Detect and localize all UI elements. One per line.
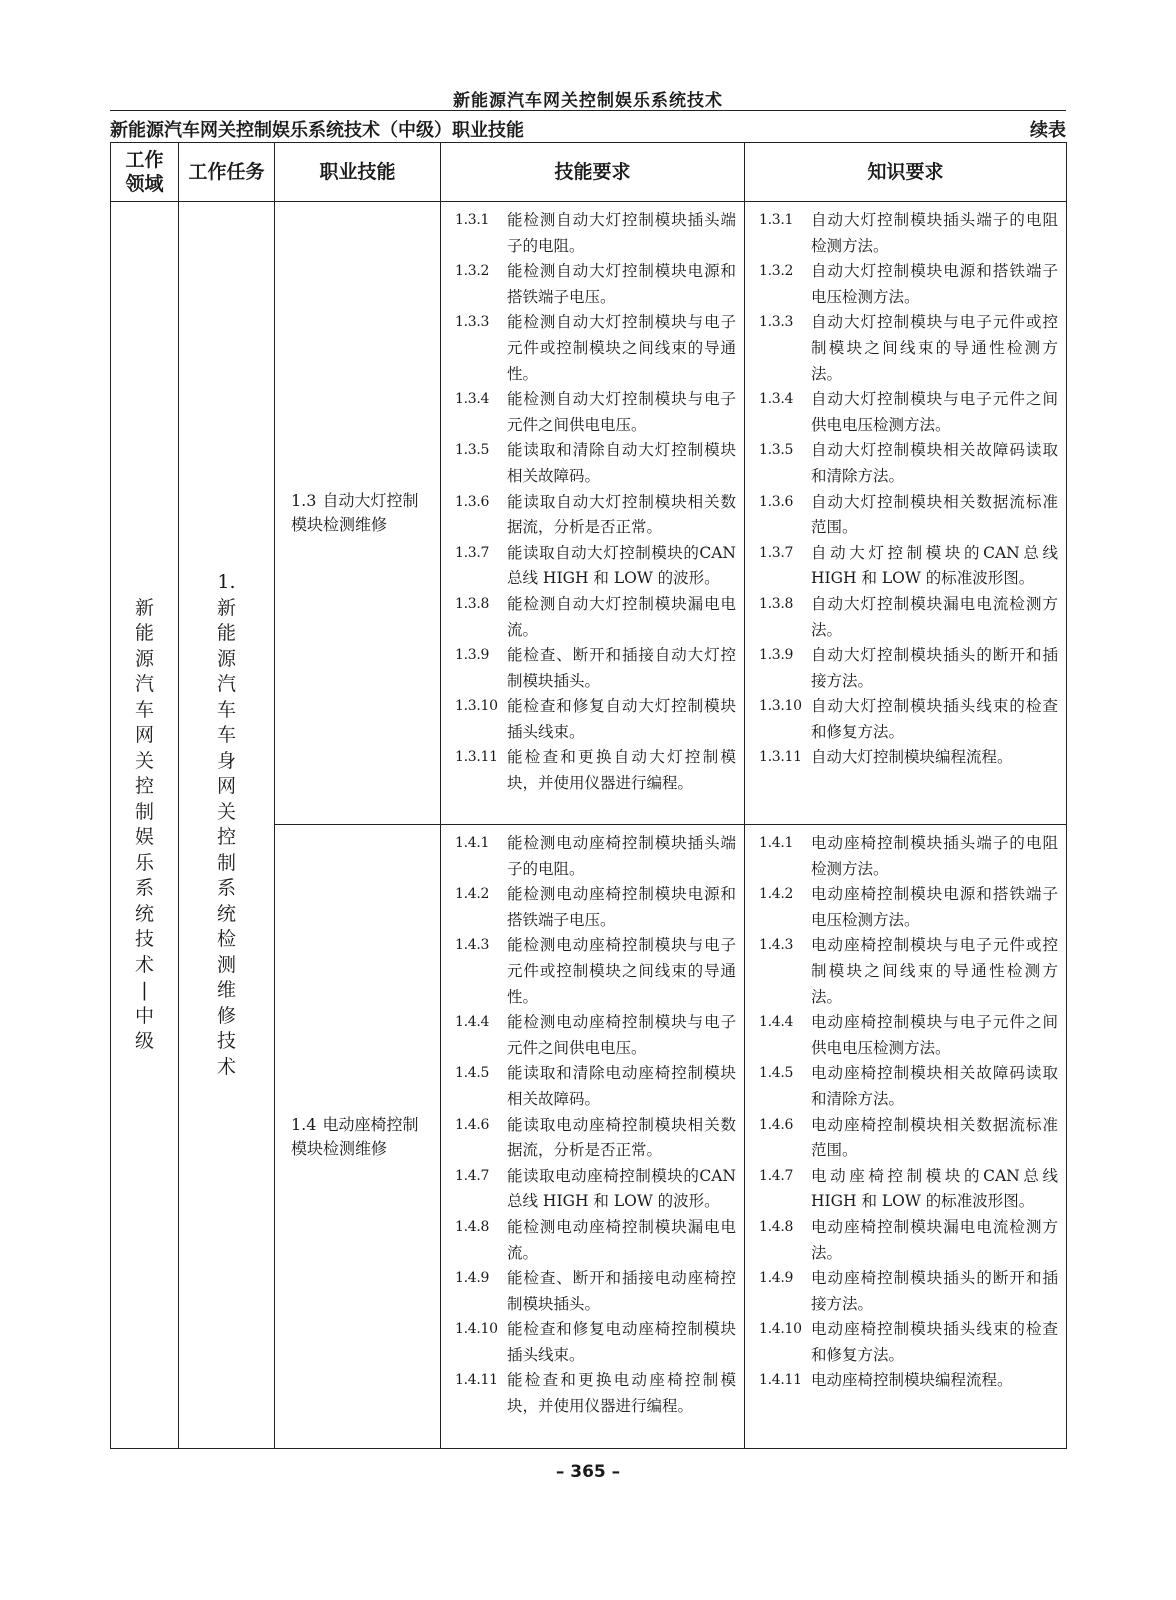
item-number: 1.4.3 — [455, 937, 490, 954]
skill-requirement-item — [455, 541, 736, 592]
skill-requirement-item — [455, 310, 736, 387]
vertical-char: 技 — [134, 928, 154, 950]
knowledge-requirement-item — [759, 1317, 1058, 1368]
vertical-char: 新 — [216, 596, 236, 619]
item-number: 1.3.10 — [455, 698, 498, 715]
item-number: 1.3.1 — [455, 212, 490, 228]
vertical-char: 制 — [134, 800, 154, 823]
skill-requirement-item — [455, 208, 736, 259]
item-number: 1.4.9 — [759, 1270, 794, 1287]
knowledge-requirement-item — [759, 882, 1058, 933]
vertical-char: 技 — [216, 1030, 236, 1052]
continued-label: 续表 — [1030, 120, 1066, 141]
skill-requirement-item — [455, 933, 736, 1010]
item-text: 能检测电动座椅控制模块电源和搭铁端子电压。 — [507, 885, 736, 929]
knowledge-requirement-item — [759, 933, 1058, 1010]
skill-requirement-item — [455, 438, 736, 489]
item-text: 能检查和更换自动大灯控制模块，并使用仪器进行编程。 — [507, 748, 736, 793]
item-number: 1.3.6 — [759, 493, 794, 510]
item-text: 能检测自动大灯控制模块与电子元件或控制模块之间线束的导通性。 — [507, 313, 736, 383]
item-number: 1.3.7 — [759, 544, 794, 561]
item-text: 能检测电动座椅控制模块与电子元件之间供电电压。 — [507, 1013, 736, 1057]
item-text: 电动座椅控制模块的CAN总线 HIGH 和 LOW 的标准波形图。 — [811, 1166, 1058, 1211]
item-text: 能读取自动大灯控制模块的CAN 总线 HIGH 和 LOW 的波形。 — [507, 543, 736, 588]
item-number: 1.4.7 — [455, 1167, 490, 1184]
vertical-char: 新 — [134, 596, 154, 619]
skill-requirement-item — [455, 1164, 736, 1215]
column-header-knowledge-requirements: 知识要求 — [745, 143, 1067, 202]
item-text: 能检查和修复电动座椅控制模块插头线束。 — [507, 1320, 736, 1364]
vertical-char: 网 — [216, 775, 236, 797]
knowledge-requirement-item — [759, 541, 1058, 592]
item-text: 能检测自动大灯控制模块与电子元件之间供电电压。 — [507, 390, 736, 434]
work-domain-cell — [111, 202, 179, 1449]
item-number: 1.4.3 — [759, 937, 794, 954]
item-text: 能检查、断开和插接电动座椅控制模块插头。 — [507, 1269, 736, 1313]
item-number: 1.4.7 — [759, 1167, 794, 1184]
vertical-char: 级 — [134, 1030, 154, 1052]
skill-number: 1.4 — [291, 1114, 317, 1134]
vertical-char: 控 — [134, 775, 154, 797]
item-text: 能检测电动座椅控制模块插头端子的电阻。 — [507, 834, 736, 878]
item-number: 1.4.2 — [759, 886, 794, 903]
item-text: 自动大灯控制模块相关数据流标准范围。 — [811, 492, 1058, 537]
vertical-char: 统 — [134, 902, 154, 925]
item-text: 能读取电动座椅控制模块相关数据流，分析是否正常。 — [507, 1115, 736, 1160]
item-text: 自动大灯控制模块相关故障码读取和清除方法。 — [811, 441, 1058, 485]
skill-requirement-item — [455, 643, 736, 694]
skill-requirement-item — [455, 882, 736, 933]
skills-table — [110, 142, 1067, 1449]
item-number: 1.4.10 — [455, 1321, 498, 1338]
knowledge-requirement-item — [759, 310, 1058, 387]
vertical-char: 网 — [134, 724, 154, 746]
item-number: 1.3.2 — [759, 263, 794, 280]
skill-requirement-item — [455, 694, 736, 745]
skill-requirement-item — [455, 1061, 736, 1112]
skill-name: 电动座椅控制模块检测维修 — [291, 1114, 419, 1158]
item-number: 1.3.2 — [455, 263, 490, 280]
work-task-cell — [179, 202, 275, 1449]
item-number: 1.4.1 — [759, 835, 794, 851]
item-text: 自动大灯控制模块电源和搭铁端子电压检测方法。 — [811, 262, 1058, 306]
item-number: 1.3.11 — [759, 749, 802, 766]
item-text: 能检查、断开和插接自动大灯控制模块插头。 — [507, 646, 736, 690]
column-header-skill-requirements: 技能要求 — [441, 143, 745, 202]
knowledge-requirement-item — [759, 1266, 1058, 1317]
vertical-char: 统 — [216, 902, 236, 925]
vertical-char: 术 — [134, 953, 154, 976]
vertical-char: 制 — [216, 851, 236, 874]
item-text: 能检测自动大灯控制模块漏电电流。 — [507, 594, 736, 639]
item-number: 1.4.6 — [759, 1116, 794, 1133]
skill-requirement-item — [455, 1010, 736, 1061]
vertical-char: 汽 — [216, 673, 236, 695]
knowledge-requirement-item — [759, 592, 1058, 643]
knowledge-requirement-item — [759, 1164, 1058, 1215]
vertical-char: 系 — [216, 877, 236, 899]
item-number: 1.3.5 — [759, 442, 794, 459]
item-text: 能检测电动座椅控制模块漏电电流。 — [507, 1217, 736, 1262]
item-number: 1.3.3 — [455, 314, 490, 331]
knowledge-requirement-item — [759, 745, 1058, 771]
column-header-vocational-skill: 职业技能 — [275, 143, 441, 202]
item-text: 自动大灯控制模块与电子元件或控制模块之间线束的导通性检测方法。 — [811, 313, 1058, 383]
item-number: 1.3.4 — [455, 391, 490, 408]
skill-requirement-item — [455, 490, 736, 541]
knowledge-requirement-item — [759, 490, 1058, 541]
item-text: 自动大灯控制模块漏电电流检测方法。 — [811, 594, 1058, 639]
item-number: 1.3.7 — [455, 544, 490, 561]
item-text: 电动座椅控制模块与电子元件之间供电电压检测方法。 — [811, 1013, 1058, 1057]
table-body — [111, 202, 1067, 1449]
task-number: 1. — [217, 571, 236, 593]
item-number: 1.3.9 — [759, 647, 794, 664]
knowledge-requirement-item — [759, 1368, 1058, 1394]
skill-requirement-item — [455, 1215, 736, 1266]
skill-requirements-cell — [441, 202, 745, 825]
vertical-char: 关 — [216, 800, 236, 823]
item-text: 能读取和清除自动大灯控制模块相关故障码。 — [507, 441, 736, 485]
item-number: 1.4.8 — [455, 1218, 490, 1235]
skill-requirement-item — [455, 1113, 736, 1164]
item-number: 1.3.6 — [455, 493, 490, 510]
item-text: 电动座椅控制模块相关故障码读取和清除方法。 — [811, 1064, 1058, 1108]
item-text: 电动座椅控制模块插头端子的电阻检测方法。 — [811, 834, 1058, 878]
item-number: 1.3.5 — [455, 442, 490, 459]
item-number: 1.4.2 — [455, 886, 490, 903]
vertical-char: 检 — [216, 928, 236, 950]
vertical-char: 源 — [134, 647, 154, 670]
vertical-char: 能 — [216, 622, 236, 644]
item-number: 1.3.8 — [759, 595, 794, 612]
item-number: 1.4.11 — [759, 1372, 802, 1389]
skill-requirements-cell — [441, 825, 745, 1449]
vertical-char: 系 — [134, 877, 154, 899]
knowledge-requirement-item — [759, 438, 1058, 489]
vertical-char: 维 — [216, 979, 236, 1001]
knowledge-requirements-cell — [745, 825, 1067, 1449]
item-text: 电动座椅控制模块相关数据流标准范围。 — [811, 1115, 1058, 1160]
vertical-char: 中 — [134, 1004, 154, 1027]
running-header: 新能源汽车网关控制娱乐系统技术 — [453, 91, 723, 111]
vertical-char: 车 — [216, 698, 236, 721]
skill-requirement-item — [455, 831, 736, 882]
item-number: 1.3.1 — [759, 212, 794, 228]
item-text: 电动座椅控制模块编程流程。 — [811, 1371, 1013, 1390]
knowledge-requirement-item — [759, 1061, 1058, 1112]
knowledge-requirement-item — [759, 1113, 1058, 1164]
item-number: 1.4.5 — [759, 1065, 794, 1082]
section-title: 新能源汽车网关控制娱乐系统技术（中级）职业技能 — [110, 120, 524, 141]
item-number: 1.4.10 — [759, 1321, 802, 1338]
item-text: 能读取和清除电动座椅控制模块相关故障码。 — [507, 1064, 736, 1108]
item-text: 电动座椅控制模块电源和搭铁端子电压检测方法。 — [811, 885, 1058, 929]
vertical-char: 车 — [216, 724, 236, 746]
column-header-work-task: 工作任务 — [179, 143, 275, 202]
vertical-char: 控 — [216, 826, 236, 848]
skill-requirement-item — [455, 259, 736, 310]
item-text: 自动大灯控制模块的CAN总线 HIGH 和 LOW 的标准波形图。 — [811, 543, 1058, 588]
item-text: 自动大灯控制模块插头线束的检查和修复方法。 — [811, 697, 1058, 741]
vertical-char: 源 — [216, 647, 236, 670]
vertical-char: 能 — [134, 622, 154, 644]
vertical-char: 关 — [134, 749, 154, 772]
item-text: 电动座椅控制模块插头线束的检查和修复方法。 — [811, 1320, 1058, 1364]
item-number: 1.3.3 — [759, 314, 794, 331]
skill-requirement-item — [455, 1266, 736, 1317]
knowledge-requirements-cell — [745, 202, 1067, 825]
knowledge-requirement-item — [759, 259, 1058, 310]
page-number: – 365 – — [555, 1462, 621, 1482]
item-text: 能检查和修复自动大灯控制模块插头线束。 — [507, 697, 736, 741]
item-number: 1.4.4 — [455, 1014, 490, 1031]
item-text: 能检查和更换电动座椅控制模块，并使用仪器进行编程。 — [507, 1371, 736, 1416]
item-text: 电动座椅控制模块与电子元件或控制模块之间线束的导通性检测方法。 — [811, 936, 1058, 1006]
item-text: 能检测电动座椅控制模块与电子元件或控制模块之间线束的导通性。 — [507, 936, 736, 1006]
table-row — [111, 202, 1067, 825]
item-text: 自动大灯控制模块与电子元件之间供电电压检测方法。 — [811, 390, 1058, 434]
vertical-char: 术 — [216, 1055, 236, 1078]
knowledge-requirement-item — [759, 1010, 1058, 1061]
item-number: 1.4.11 — [455, 1372, 498, 1389]
vertical-char: 车 — [134, 698, 154, 721]
item-text: 电动座椅控制模块插头的断开和插接方法。 — [811, 1269, 1058, 1313]
item-text: 自动大灯控制模块插头的断开和插接方法。 — [811, 646, 1058, 690]
item-number: 1.3.4 — [759, 391, 794, 408]
item-text: 能读取电动座椅控制模块的CAN 总线 HIGH 和 LOW 的波形。 — [507, 1166, 736, 1211]
skill-name: 自动大灯控制模块检测维修 — [291, 491, 419, 534]
skill-number: 1.3 — [291, 491, 317, 510]
table-header-row — [111, 143, 1067, 202]
item-number: 1.4.1 — [455, 835, 490, 851]
knowledge-requirement-item — [759, 643, 1058, 694]
item-number: 1.3.11 — [455, 749, 498, 766]
knowledge-requirement-item — [759, 208, 1058, 259]
item-number: 1.4.5 — [455, 1065, 490, 1082]
vertical-char: 乐 — [134, 851, 154, 874]
vertical-char: 汽 — [134, 673, 154, 695]
item-number: 1.3.9 — [455, 647, 490, 664]
skill-requirement-item — [455, 1317, 736, 1368]
skill-requirement-item — [455, 745, 736, 796]
item-text: 电动座椅控制模块漏电电流检测方法。 — [811, 1217, 1058, 1262]
column-header-work-domain: 工作 领域 — [111, 143, 179, 202]
item-text: 能检测自动大灯控制模块插头端子的电阻。 — [507, 211, 736, 255]
vertical-char: 修 — [216, 1004, 236, 1027]
vertical-char: 身 — [216, 749, 236, 772]
item-number: 1.4.4 — [759, 1014, 794, 1031]
knowledge-requirement-item — [759, 1215, 1058, 1266]
item-text: 能检测自动大灯控制模块电源和搭铁端子电压。 — [507, 262, 736, 306]
knowledge-requirement-item — [759, 831, 1058, 882]
knowledge-requirement-item — [759, 694, 1058, 745]
item-text: 自动大灯控制模块插头端子的电阻检测方法。 — [811, 211, 1058, 255]
vertical-char: | — [141, 979, 148, 1001]
item-number: 1.3.8 — [455, 595, 490, 612]
skill-name-cell — [275, 825, 441, 1449]
skill-name-cell — [275, 202, 441, 825]
item-number: 1.4.8 — [759, 1218, 794, 1235]
item-number: 1.4.6 — [455, 1116, 490, 1133]
skill-requirement-item — [455, 592, 736, 643]
skill-requirement-item — [455, 387, 736, 438]
item-text: 能读取自动大灯控制模块相关数据流，分析是否正常。 — [507, 492, 736, 537]
item-text: 自动大灯控制模块编程流程。 — [811, 748, 1013, 767]
vertical-char: 测 — [216, 953, 236, 976]
skill-requirement-item — [455, 1368, 736, 1419]
knowledge-requirement-item — [759, 387, 1058, 438]
header-rule — [110, 110, 1066, 111]
vertical-char: 娱 — [134, 826, 154, 848]
item-number: 1.3.10 — [759, 698, 802, 715]
item-number: 1.4.9 — [455, 1270, 490, 1287]
